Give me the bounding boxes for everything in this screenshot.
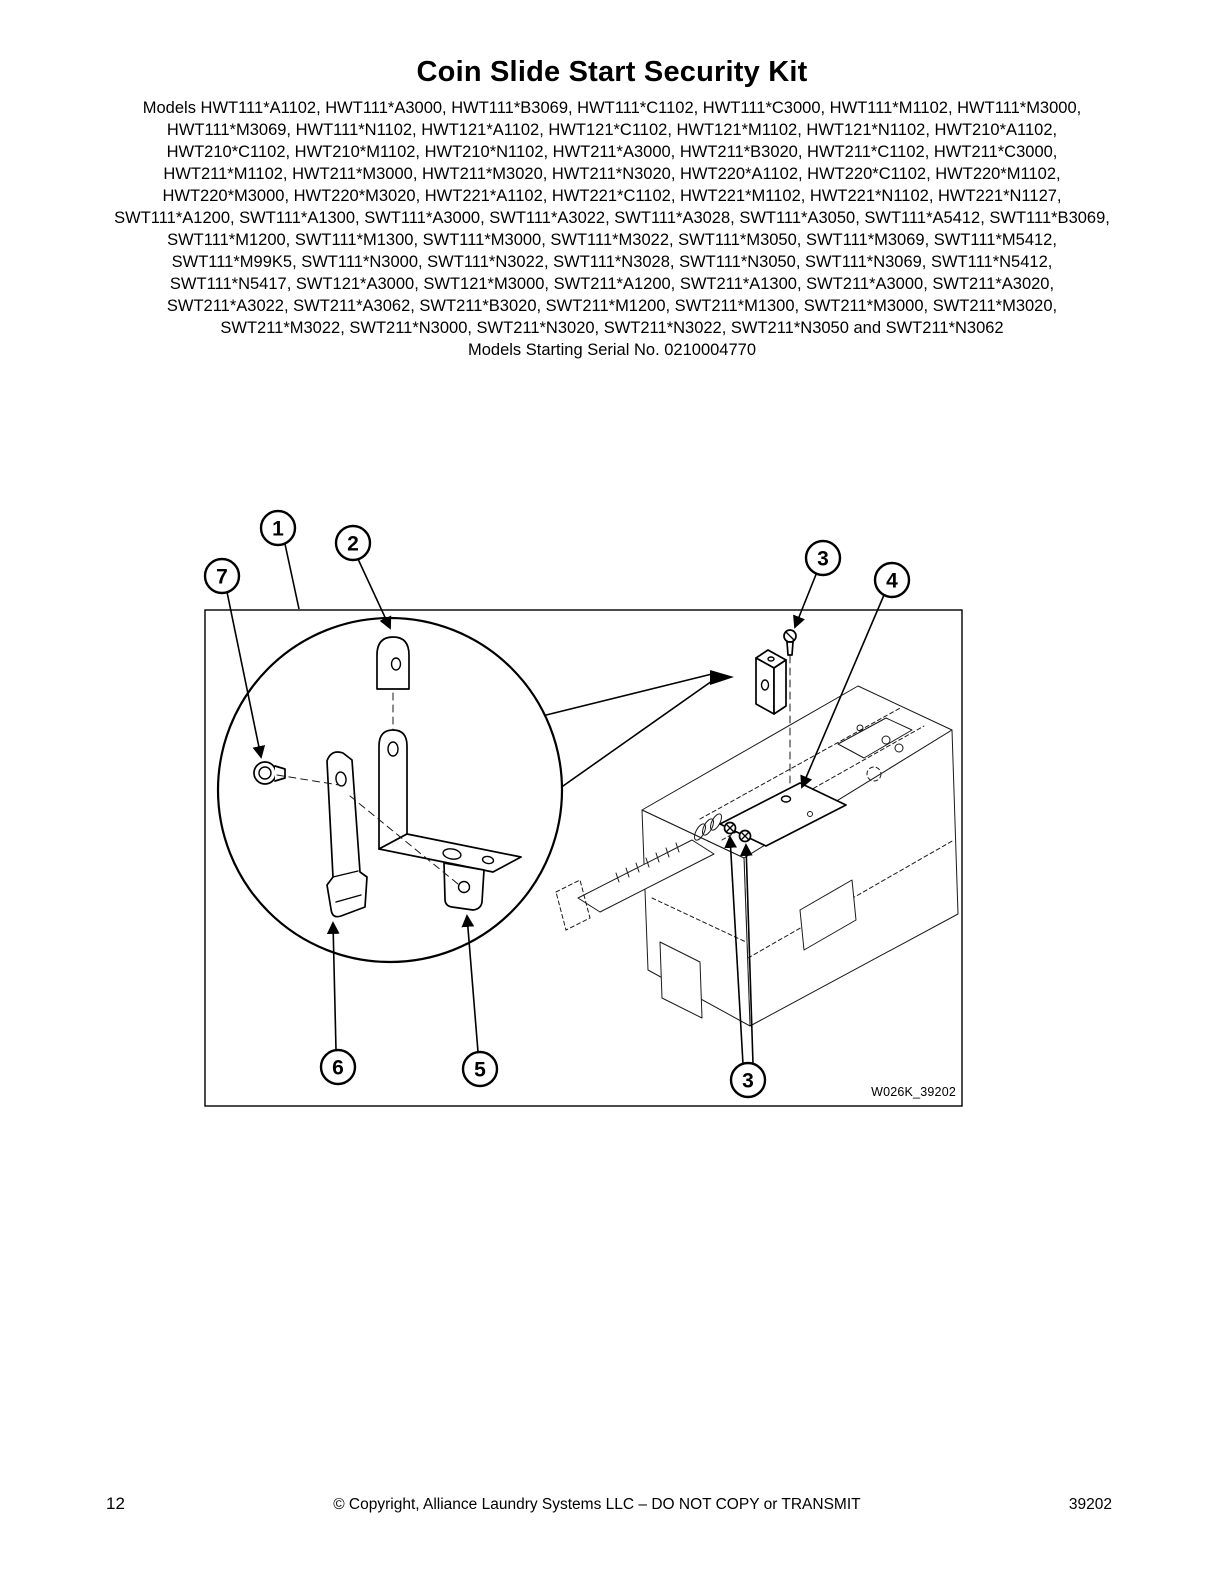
page-number: 12 [106,1494,125,1513]
part-3-screw [784,630,796,655]
page-title: Coin Slide Start Security Kit [416,56,808,88]
svg-text:2: 2 [347,532,359,556]
callout-1 [261,511,299,609]
svg-text:1: 1 [272,517,284,541]
serial-number-line: Models Starting Serial No. 0210004770 [467,341,757,359]
callout-3-top [795,541,840,627]
svg-text:7: 7 [216,565,228,589]
svg-text:3: 3 [742,1069,754,1093]
models-list: Models HWT111*A1102, HWT111*A3000, HWT111*B3069, HWT111*C1102, HWT111*C3000, HWT111*M1102, HWT111*M3000, HWT111*M3069, HWT111*N1102, HWT121*A1102, HWT121*C1102, HWT121*M1102, HWT121*N1102, HWT210*A1102, HWT210*C1102, HWT210*M1102, HWT210*N1102, HWT211*A3000, HWT211*B3020, HWT211*C1102, HWT211*C3000, HWT211*M1102, HWT211*M3000, HWT211*M3020, HWT211*N3020, HWT220*A1102, HWT220*C1102, HWT220*M1102, HWT220*M3000, HWT220*M3020, HWT221*A1102, HWT221*C1102, HWT221*M1102, HWT221*N1102, HWT221*N1127, SWT111*A1200, SWT111*A1300, SWT111*A3000, SWT111*A3022, SWT111*A3028, SWT111*A3050, SWT111*A5412, SWT111*B3069, SWT111*M1200, SWT111*M1300, SWT111*M3000, SWT111*M3022, SWT111*M3050, SWT111*M3069, SWT111*M5412, SWT111*M99K5, SWT111*N3000, SWT111*N3022, SWT111*N3028, SWT111*N3050, SWT111*N3069, SWT111*N5412, SWT111*N5417, SWT121*A3000, SWT121*M3000, SWT211*A1200, SWT211*A1300, SWT211*A3000, SWT211*A3020, SWT211*A3022, SWT211*A3062, SWT211*B3020, SWT211*M1200, SWT211*M1300, SWT211*M3000, SWT211*M3020, SWT211*M3022, SWT211*N3000, SWT211*N3020, SWT211*N3022, SWT211*N3050 and SWT211*N3062 [114,99,1110,337]
svg-text:3: 3 [817,547,829,571]
copyright-notice: © Copyright, Alliance Laundry Systems LLC – DO NOT COPY or TRANSMIT [333,1496,861,1513]
document-number: 39202 [1068,1496,1112,1513]
svg-text:6: 6 [332,1056,344,1080]
page-footer [0,1494,1224,1514]
callout-2 [336,526,390,628]
svg-text:4: 4 [886,569,898,593]
parts-diagram [0,478,1224,1138]
svg-text:5: 5 [474,1058,486,1082]
figure-code-label: W026K_39202 [871,1085,956,1099]
